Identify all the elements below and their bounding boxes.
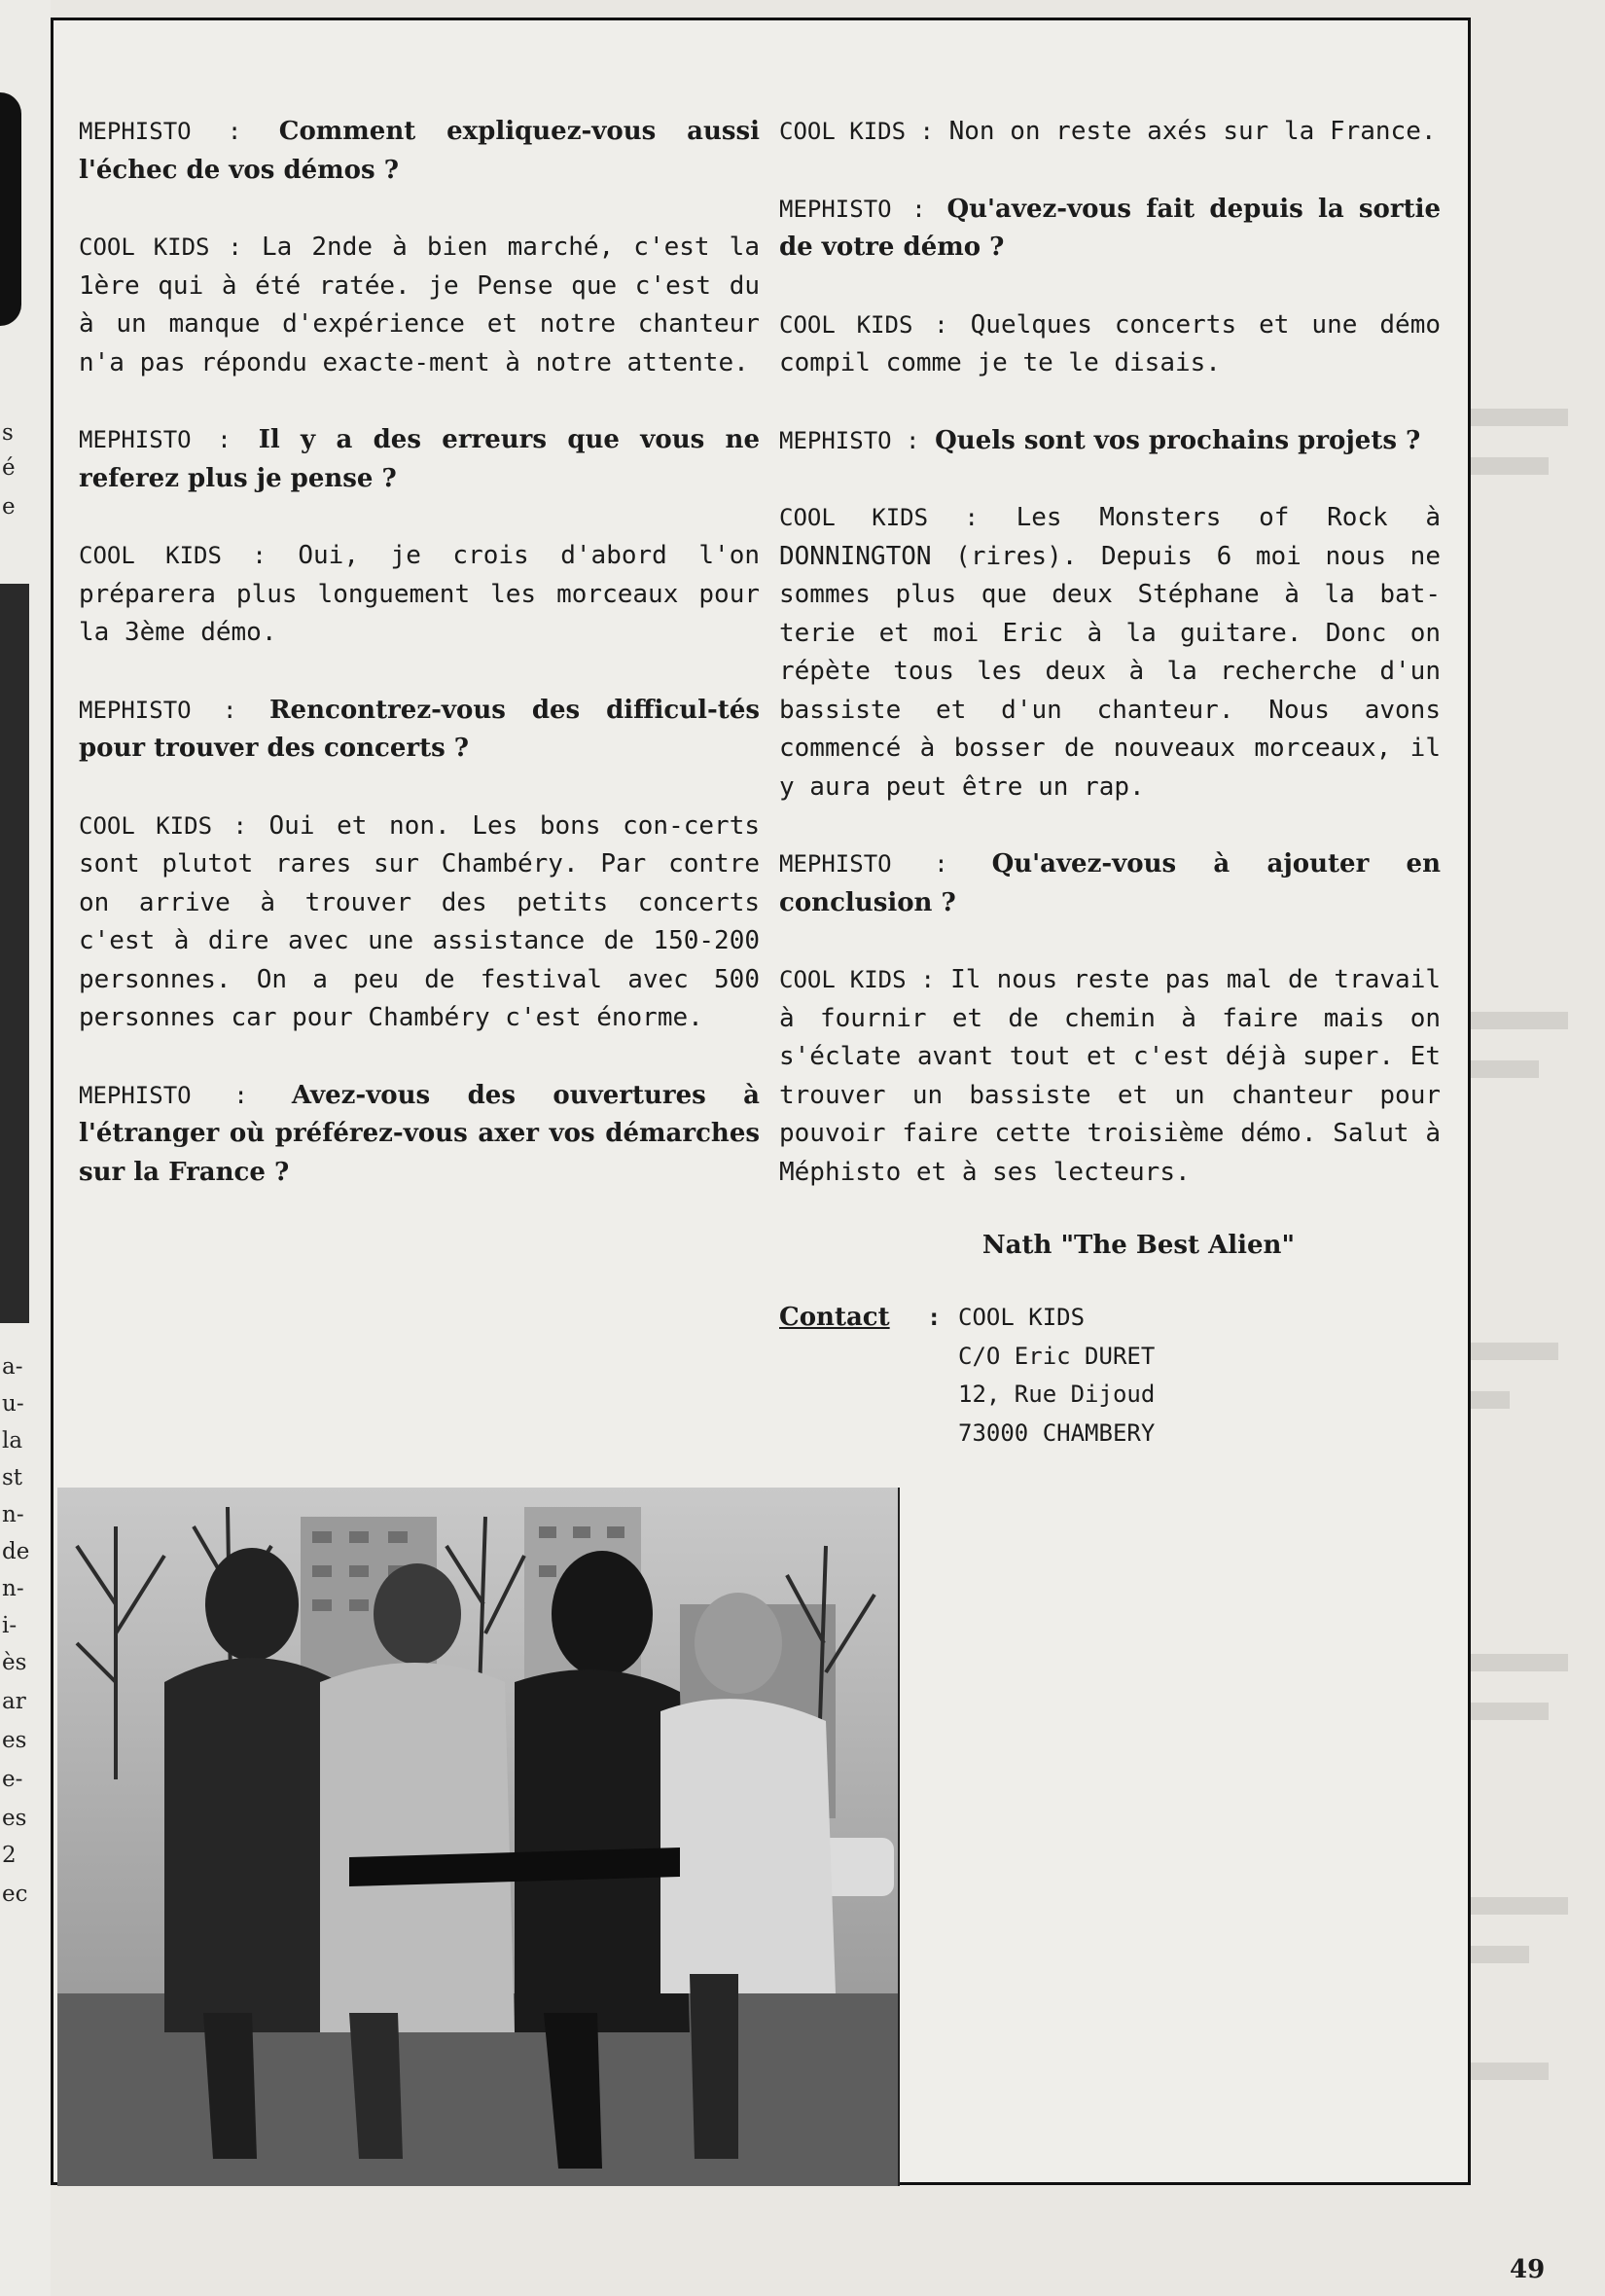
question-text: Qu'avez-vous fait depuis la sortie de votre démo ? [779, 194, 1442, 262]
facing-page-text-fragment: es [2, 1806, 27, 1831]
speaker-label: COOL KIDS : [79, 811, 247, 840]
facing-page-image-bottom [0, 584, 29, 1323]
speaker-label: COOL KIDS : [779, 966, 935, 993]
facing-page-text-fragment: n- [2, 1502, 24, 1527]
facing-page-text-fragment: st [2, 1465, 23, 1490]
contact-address [958, 1299, 1441, 1453]
facing-page-text-fragment: e [2, 494, 16, 520]
interview-answer [779, 113, 1441, 152]
interview-answer [79, 807, 760, 1038]
speaker-label: COOL KIDS : [79, 542, 267, 569]
question-text: Quels sont vos prochains projets ? [935, 425, 1421, 455]
contact-label: Contact [779, 1303, 890, 1332]
speaker-label: COOL KIDS : [779, 504, 979, 531]
facing-page-text-fragment: a- [2, 1354, 23, 1380]
facing-page-text-fragment: u- [2, 1391, 24, 1417]
answer-text: Non on reste axés sur la France. [948, 117, 1437, 146]
question-text: Qu'avez-vous à ajouter en conclusion ? [779, 849, 1441, 917]
interview-question [779, 845, 1441, 922]
contact-line: COOL KIDS [958, 1304, 1086, 1331]
contact-line: 73000 CHAMBERY [958, 1418, 1156, 1447]
interview-question [79, 1077, 760, 1193]
facing-page-text-fragment: de [2, 1539, 30, 1564]
contact-line: C/O Eric DURET [958, 1342, 1156, 1370]
interview-column-right [779, 113, 1441, 1453]
article-frame [51, 18, 1471, 2185]
interview-question [779, 422, 1441, 461]
answer-text: Oui, je crois d'abord l'on préparera plus longuement les morceaux pour la 3ème démo. [79, 541, 760, 647]
speaker-label: COOL KIDS : [779, 118, 934, 145]
facing-page-text-fragment: s [2, 420, 14, 446]
facing-page-edge [0, 0, 51, 2296]
facing-page-image-top [0, 92, 21, 326]
answer-text: Oui et non. Les bons con-certs sont plutot rares sur Chambéry. Par contre on arrive à trouver des petits concerts c'est à dire avec une assistance de 150-200 personnes. On a peu de festival avec 500 personnes car pour Chambéry c'est énorme. [79, 810, 760, 1032]
question-text: Comment expliquez-vous aussi l'échec de vos démos ? [79, 117, 761, 185]
speaker-label: COOL KIDS : [779, 310, 948, 339]
facing-page-text-fragment: é [2, 455, 16, 481]
contact-block [779, 1299, 1441, 1453]
facing-page-text-fragment: ar [2, 1689, 26, 1714]
facing-page-text-fragment: e- [2, 1767, 23, 1792]
facing-page-text-fragment: 2 [2, 1843, 17, 1868]
facing-page-text-fragment: ec [2, 1882, 28, 1907]
interview-question [79, 113, 760, 190]
band-photo-image [57, 1488, 898, 2186]
interview-column-left [79, 113, 760, 1231]
interview-answer [779, 499, 1441, 807]
question-text: Il y a des erreurs que vous ne referez plus je pense ? [79, 425, 761, 493]
facing-page-text-fragment: la [2, 1428, 23, 1453]
question-text: Rencontrez-vous des difficul-tés pour trouver des concerts ? [79, 695, 760, 763]
answer-text: La 2nde à bien marché, c'est la 1ère qui à été ratée. je Pense que c'est du à un manque d'expérience et notre chanteur n'a pas répondu exacte-ment à notre attente. [79, 233, 760, 377]
page-number: 49 [1510, 2255, 1546, 2284]
contact-colon: : [927, 1304, 942, 1331]
interview-answer [79, 537, 760, 653]
question-text: Avez-vous des ouvertures à l'étranger où préférez-vous axer vos démarches sur la France ? [79, 1080, 761, 1187]
interview-question [79, 692, 760, 769]
interview-answer [779, 961, 1441, 1192]
facing-page-text-fragment: n- [2, 1576, 24, 1601]
interview-question [779, 191, 1441, 268]
interview-question [79, 421, 760, 498]
contact-line: 12, Rue Dijoud [958, 1381, 1156, 1408]
answer-text: Quelques concerts et une démo compil comme je te le disais. [779, 309, 1441, 377]
interview-answer [779, 306, 1441, 383]
band-photo [57, 1488, 900, 2186]
facing-page-text-fragment: es [2, 1728, 27, 1753]
answer-text: Il nous reste pas mal de travail à fournir et de chemin à faire mais on s'éclate avant tout et c'est déjà super. Et trouver un bassiste et un chanteur pour pouvoir faire cette troisième démo. Salut à Méphisto et à ses lecteurs. [779, 965, 1442, 1187]
speaker-label: MEPHISTO : [79, 426, 232, 453]
speaker-label: COOL KIDS : [79, 233, 242, 261]
speaker-label: MEPHISTO : [779, 850, 948, 878]
facing-page-text-fragment: ès [2, 1650, 27, 1675]
speaker-label: MEPHISTO : [779, 195, 926, 223]
facing-page-text-fragment: i- [2, 1613, 18, 1638]
speaker-label: MEPHISTO : [79, 696, 237, 724]
interview-answer [79, 229, 760, 382]
speaker-label: MEPHISTO : [779, 426, 920, 454]
speaker-label: MEPHISTO : [79, 1081, 248, 1109]
speaker-label: MEPHISTO : [79, 118, 242, 145]
author-signature: Nath "The Best Alien" [981, 1231, 1295, 1260]
answer-text: Les Monsters of Rock à DONNINGTON (rires). Depuis 6 moi nous ne sommes plus que deux Stéphane à la bat-terie et moi Eric à la guitare. Donc on répète tous les deux à la recherche d'un bassiste et d'un chanteur. Nous avons commencé à bosser de nouveaux morceaux, il y aura peut être un rap. [779, 503, 1441, 802]
